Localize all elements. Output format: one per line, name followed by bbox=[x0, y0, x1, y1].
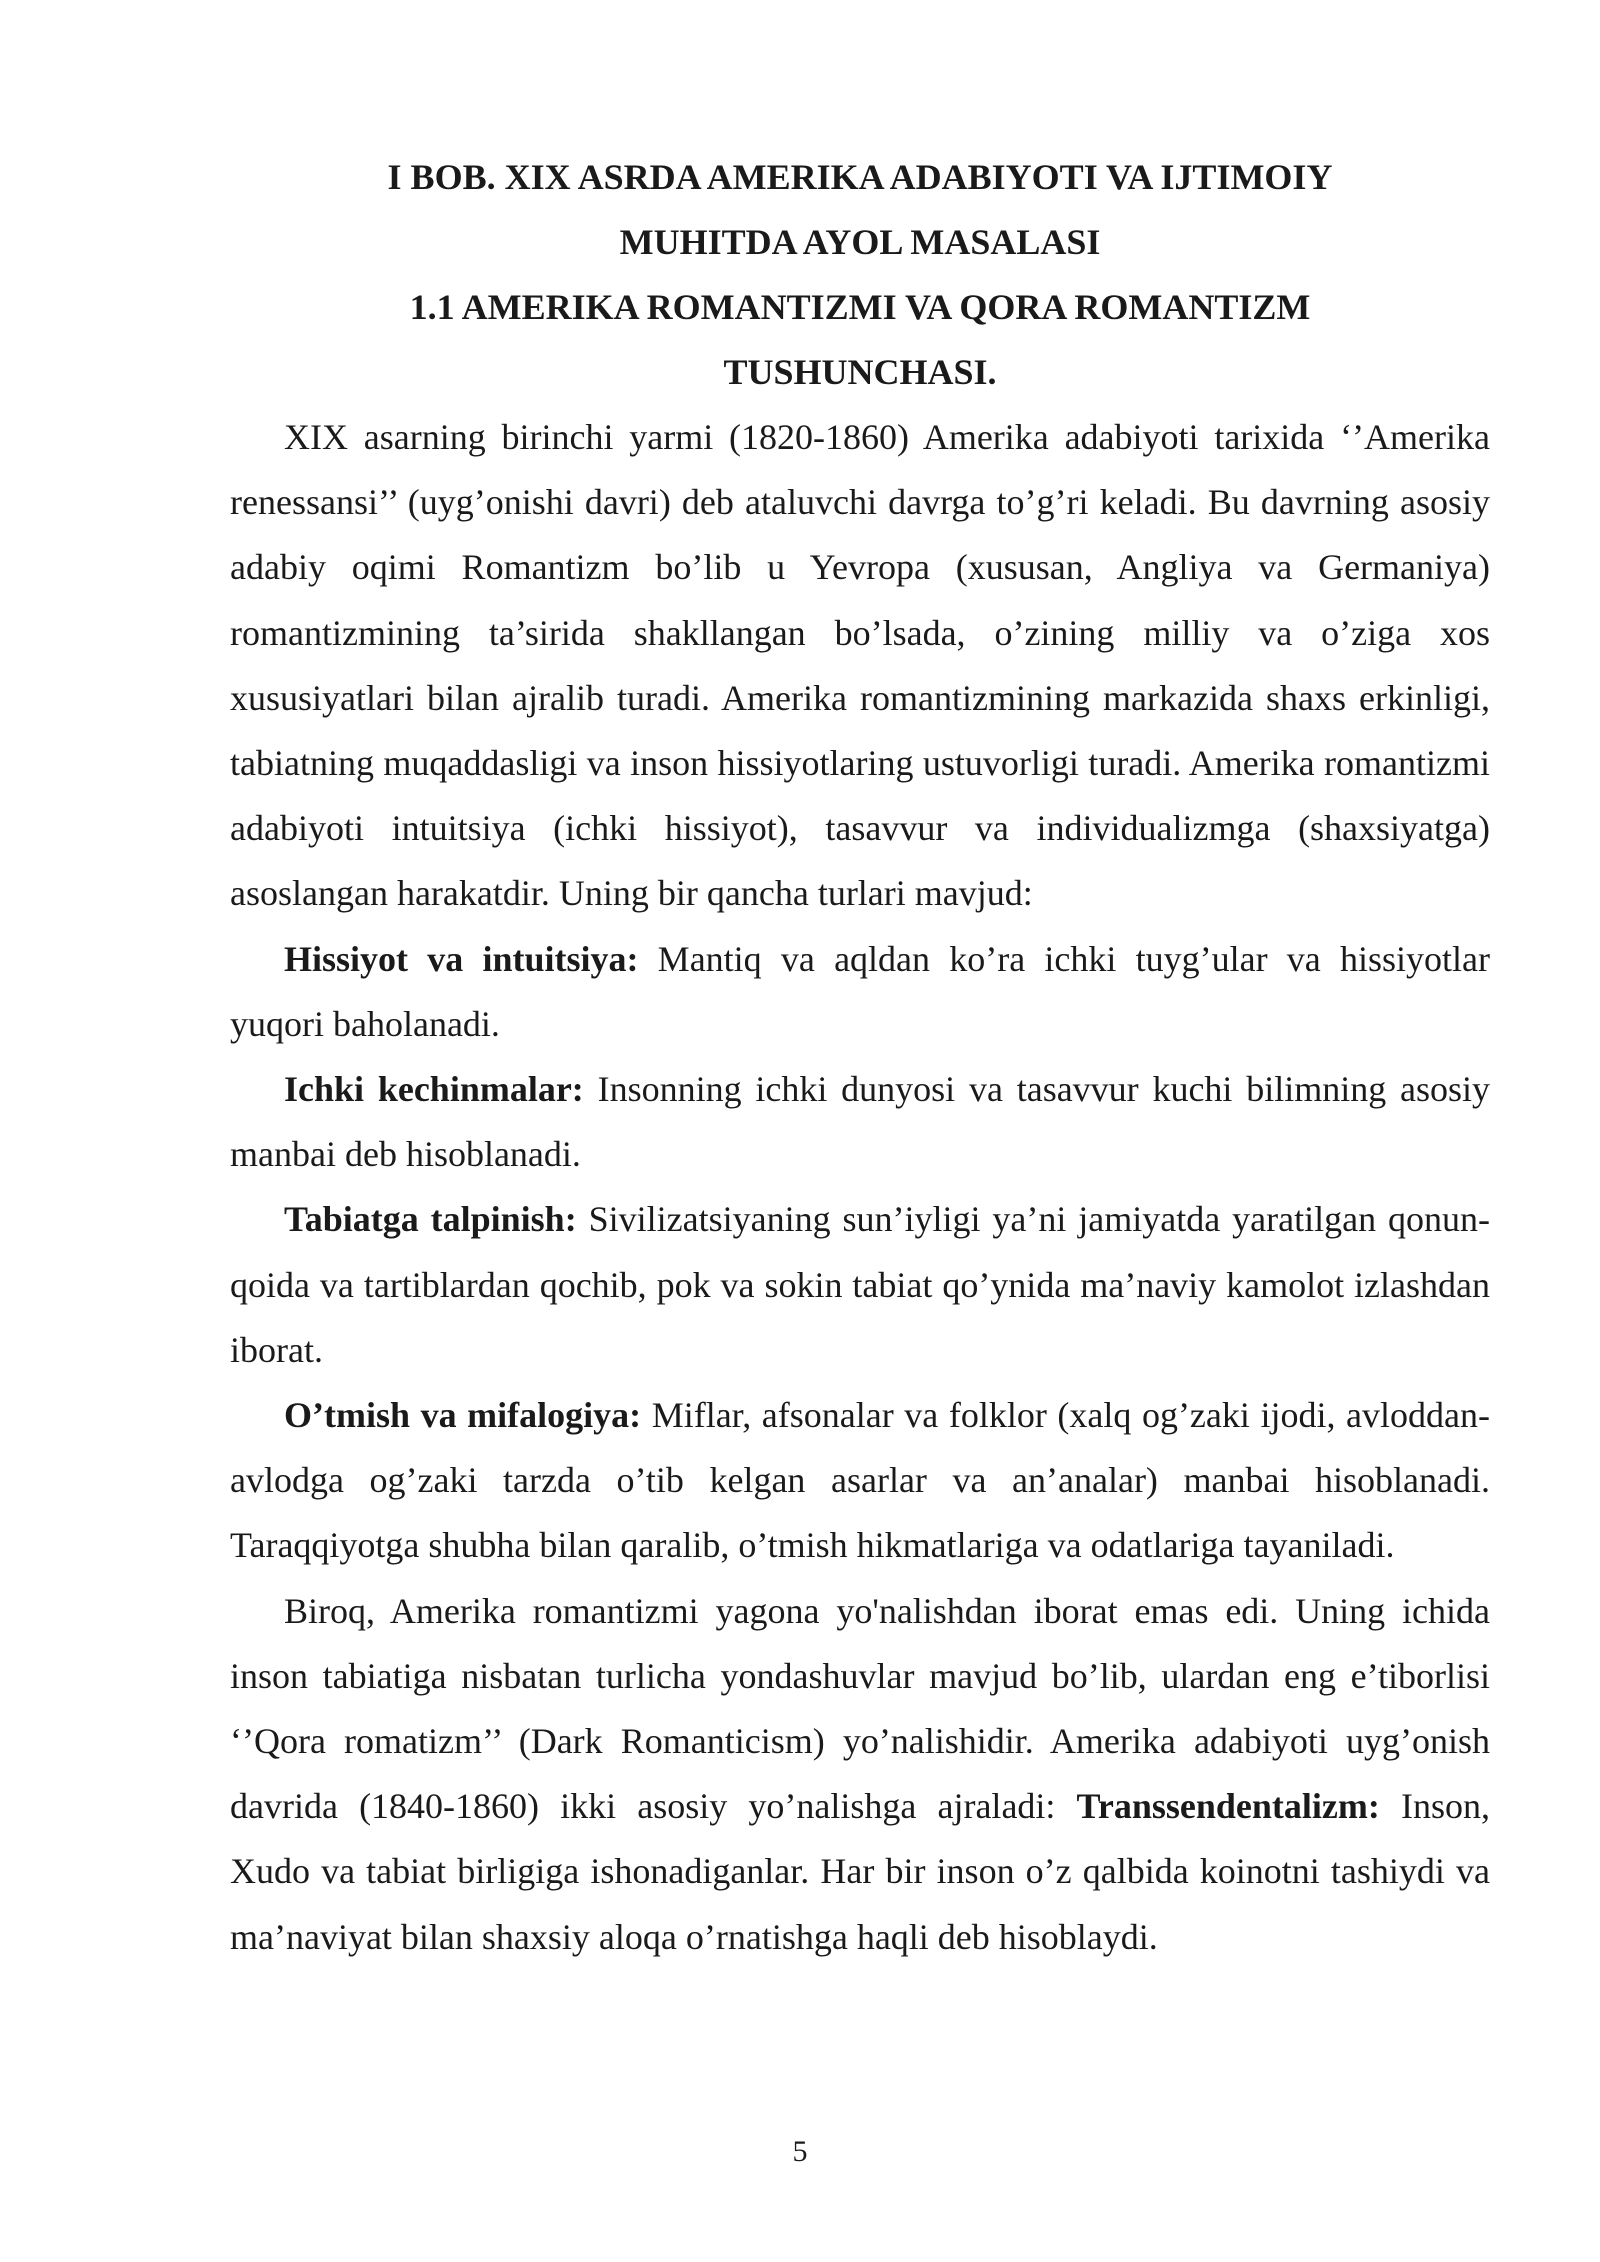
document-page bbox=[230, 145, 1490, 1970]
text-tabiatga-talpinish: Sivilizatsiyaning sun’iyligi ya’ni jamiyatda yaratilgan qonun-qoida va tartiblardan qochib, pok va sokin tabiat qo’ynida ma’naviy kamolot izlashdan iborat. bbox=[230, 1199, 1490, 1370]
term-otmish: O’tmish va mifalogiya: bbox=[284, 1395, 642, 1436]
paragraph-hissiyot bbox=[230, 927, 1490, 1057]
text-biroq-before: Biroq, Amerika romantizmi yagona yo'nalishdan iborat emas edi. Uning ichida inson tabiatiga nisbatan turlicha yondashuvlar mavjud bo’lib, ulardan eng e’tiborlisi ‘’Qora romatizm’’ (Dark Romanticism) yo’nalishidir. Amerika adabiyoti uyg’onish davrida (1840-1860) ikki asosiy yo’nalishga ajraladi: bbox=[230, 1590, 1490, 1827]
paragraph-ichki-kechinmalar bbox=[230, 1057, 1490, 1187]
section-title-line-2: TUSHUNCHASI. bbox=[723, 352, 997, 392]
paragraph-tabiatga-talpinish bbox=[230, 1187, 1490, 1383]
chapter-title-line-1: I BOB. XIX ASRDA AMERIKA ADABIYOTI VA IJTIMOIY bbox=[387, 157, 1333, 197]
page-number: 5 bbox=[792, 2135, 808, 2168]
term-hissiyot: Hissiyot va intuitsiya: bbox=[284, 938, 639, 979]
text-otmish: Miflar, afsonalar va folklor (xalq og’zaki ijodi, avloddan-avlodga og’zaki tarzda o’tib kelgan asarlar va an’analar) manbai hisoblanadi. Taraqqiyotga shubha bilan qaralib, o’tmish hikmatlariga va odatlariga tayaniladi. bbox=[230, 1395, 1490, 1566]
text-biroq-after: Inson, Xudo va tabiat birligiga ishonadiganlar. Har bir inson o’z qalbida koinotni tashiydi va ma’naviyat bilan shaxsiy aloqa o’rnatishga haqli deb hisoblaydi. bbox=[230, 1786, 1490, 1957]
paragraph-otmish bbox=[230, 1383, 1490, 1579]
intro-paragraph: XIX asarning birinchi yarmi (1820-1860) Amerika adabiyoti tarixida ‘’Amerika renessansi’’ (uyg’onishi davri) deb ataluvchi davrga to’g’ri keladi. Bu davrning asosiy adabiy oqimi Romantizm bo’lib u Yevropa (xususan, Angliya va Germaniya) romantizmining ta’sirida shakllangan bo’lsada, o’zining milliy va o’ziga xos xususiyatlari bilan ajralib turadi. Amerika romantizmining markazida shaxs erkinligi, tabiatning muqaddasligi va inson hissiyotlaring ustuvorligi turadi. Amerika romantizmi adabiyoti intuitsiya (ichki hissiyot), tasavvur va individualizmga (shaxsiyatga) asoslangan harakatdir. Uning bir qancha turlari mavjud: bbox=[230, 417, 1490, 914]
chapter-title-line-2: MUHITDA AYOL MASALASI bbox=[619, 222, 1101, 262]
term-tabiatga-talpinish: Tabiatga talpinish: bbox=[284, 1199, 577, 1240]
term-ichki-kechinmalar: Ichki kechinmalar: bbox=[284, 1069, 584, 1110]
chapter-heading bbox=[230, 145, 1490, 405]
term-transsendentalizm: Transsendentalizm: bbox=[1076, 1786, 1380, 1827]
text-hissiyot: Mantiq va aqldan ko’ra ichki tuyg’ular va hissiyotlar yuqori baholanadi. bbox=[230, 938, 1490, 1044]
text-ichki-kechinmalar: Insonning ichki dunyosi va tasavvur kuchi bilimning asosiy manbai deb hisoblanadi. bbox=[230, 1069, 1491, 1175]
section-title-line-1: 1.1 AMERIKA ROMANTIZMI VA QORA ROMANTIZM bbox=[409, 287, 1311, 327]
paragraph-biroq bbox=[230, 1579, 1490, 1970]
